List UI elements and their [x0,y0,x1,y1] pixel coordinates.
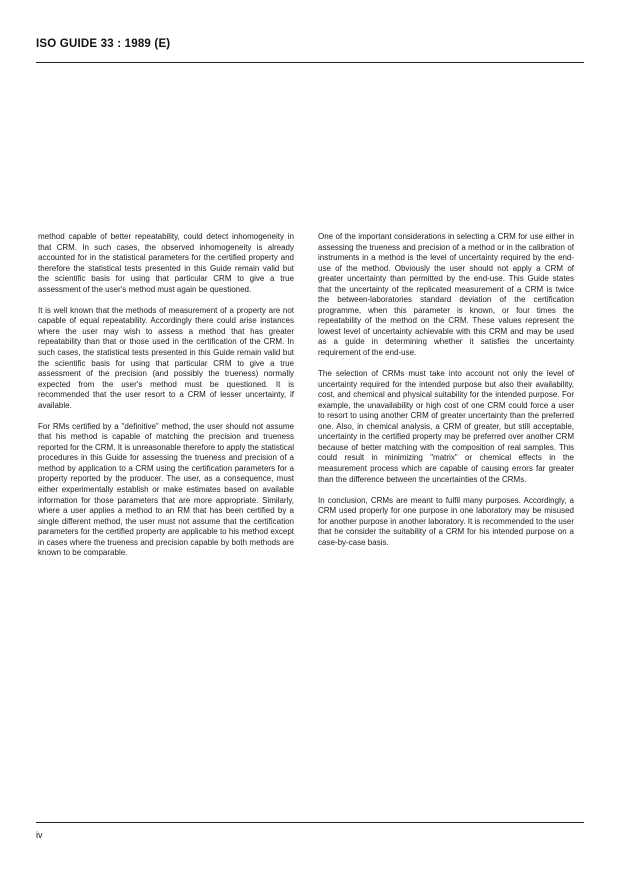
paragraph: method capable of better repeatability, could detect inhomogeneity in that CRM. In such cases, the observed inhomogeneity is already accounted for in the statistical parameters for the certified property and therefore the statistical tests presented in this Guide remain valid but the scientific basis for using that particular CRM to give a true assessment of the user's method must again be questioned. [38,232,294,294]
page-number: iv [36,830,43,840]
paragraph: For RMs certified by a "definitive" method, the user should not assume that his method is capable of matching the precision and trueness reported for the CRM. It is unreasonable therefore to apply the statistical procedures in this Guide for assessing the trueness and precision of a method by application to a CRM using the certification parameters for a property reported by the producer. The user, as a consequence, must either experimentally establish or make estimates based on available information for those parameters that are more appropriate. Similarly, where a user applies a method to an RM that has been certified by a single different method, the user must not assume that the certification parameters for the certified property are applicable to his method except in cases where the trueness and precision capable by both methods are known to be comparable. [38,421,294,558]
document-header-title: ISO GUIDE 33 : 1989 (E) [36,38,171,50]
header-rule [36,62,584,63]
left-text-column [38,232,294,569]
paragraph: The selection of CRMs must take into account not only the level of uncertainty required for the intended purpose but also their availability, cost, and chemical and physical suitability for the intended purpose. For example, the unavailability or high cost of one CRM could force a user to resort to using another CRM of greater uncertainty than the preferred one. Also, in chemical analysis, a CRM of greater, but still acceptable, uncertainty in the certified property may be preferred over another CRM because of better matching with the composition of real samples. This could result in minimizing "matrix" or chemical effects in the measurement process which are capable of causing errors far greater than the difference between the uncertainties of the CRMs. [318,369,574,484]
paragraph: It is well known that the methods of measurement of a property are not capable of equal repeatability. Accordingly there could arise instances where the user may wish to assess a method that has greater repeatability than that or those used in the certification of the CRM. In such cases, the statistical tests presented in this Guide remain valid but the scientific basis for using that particular CRM to give a true assessment of the precision (and possibly the trueness) normally expected from the user's method must be questioned. It is recommended that the user resort to a CRM of lesser uncertainty, if available. [38,305,294,410]
paragraph: One of the important considerations in selecting a CRM for use either in assessing the trueness and precision of a method or in the calibration of instruments in a method is the level of uncertainty required by the end-use of the method. Obviously the user should not apply a CRM of greater uncertainty than permitted by the end-use. This Guide states that the uncertainty of the replicated measurement of a CRM is twice the between-laboratories standard deviation of the certification programme, when this parameter is known, or four times the repeatability of the method on the CRM. These values represent the lowest level of uncertainty achievable with this CRM and may be used as a guide in determining whether it satisfies the uncertainty requirement of the end-use. [318,232,574,358]
paragraph: In conclusion, CRMs are meant to fulfil many purposes. Accordingly, a CRM used properly for one purpose in one laboratory may be misused for another purpose in another laboratory. It is recommended to the user that he consider the suitability of a CRM for his intended purpose on a case-by-case basis. [318,495,574,547]
right-text-column [318,232,574,559]
footer-rule [36,822,584,823]
